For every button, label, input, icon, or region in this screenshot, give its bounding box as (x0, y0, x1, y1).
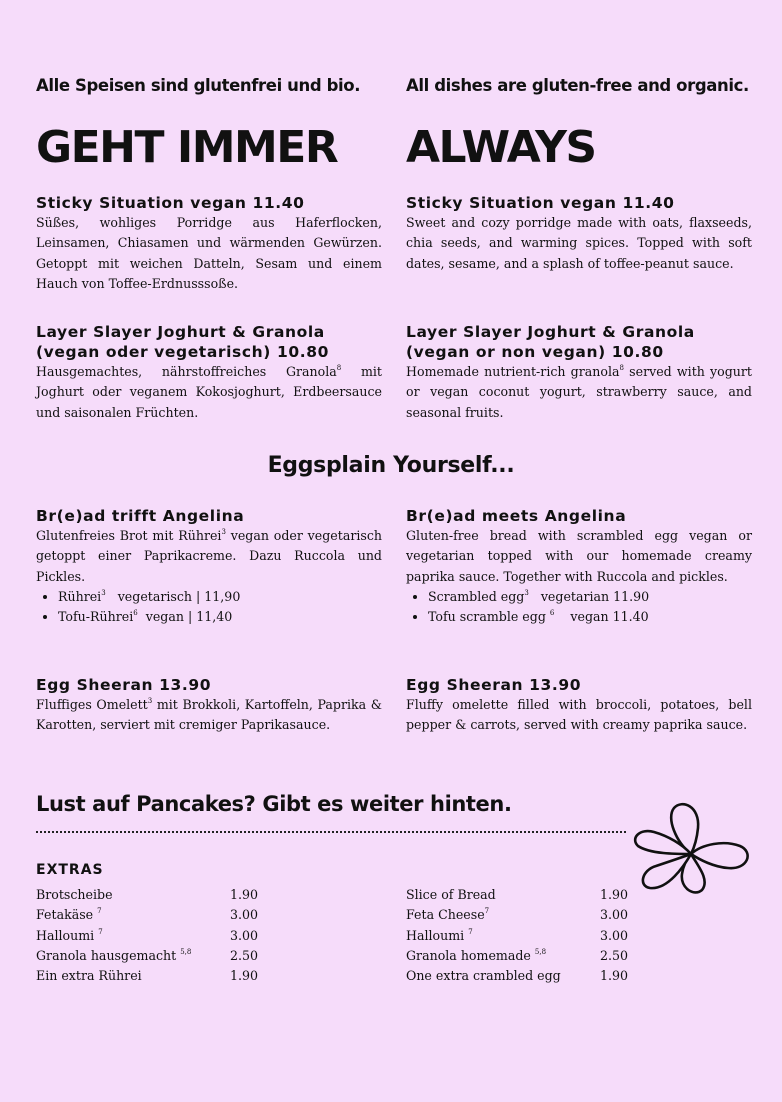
extras-item-price: 3.00 (600, 927, 629, 943)
dish-sticky-en (406, 193, 752, 274)
dish-title-line1: Layer Slayer Joghurt & Granola (36, 323, 325, 341)
extras-item-name: Fetakäse $^7$ (36, 907, 102, 923)
list-item: • Tofu scramble egg $^6$ vegan 11.40 (428, 607, 752, 627)
extras-item-name: Granola hausgemacht $^{5,8}$ (36, 947, 192, 963)
dish-description: Hausgemachtes, nährstoffreiches Granola$^8$ mit Joghurt oder veganem Kokosjoghurt, Erdbeersauce und saisonalen Früchten. (36, 364, 382, 420)
extras-item-price: 2.50 (230, 947, 259, 963)
list-item: • Scrambled egg$^3$ vegetarian 11.90 (428, 587, 752, 607)
extras-row (406, 926, 628, 946)
extras-row (406, 885, 628, 905)
extras-row (36, 946, 258, 966)
dotted-divider (36, 831, 626, 833)
dish-egg-sheeran-de (36, 675, 382, 736)
extras-row (36, 926, 258, 946)
extras-row (36, 885, 258, 905)
dish-sticky-de (36, 193, 382, 294)
extras-item-name: Granola homemade $^{5,8}$ (406, 947, 547, 963)
headline-de: GEHT IMMER (36, 122, 338, 173)
extras-row (36, 905, 258, 925)
dish-description: Homemade nutrient-rich granola$^8$ served with yogurt or vegan coconut yogurt, strawberry sauce, and seasonal fruits. (406, 364, 752, 420)
dish-description: Fluffy omelette filled with broccoli, potatoes, bell pepper & carrots, served with creamy paprika sauce. (406, 697, 752, 733)
dish-title-line2: (vegan or non vegan) 10.80 (406, 343, 664, 361)
option-list (406, 587, 752, 628)
dish-title: Sticky Situation vegan 11.40 (406, 194, 675, 212)
dish-layer-en (406, 322, 752, 423)
dish-description: Süßes, wohliges Porridge aus Haferflocken, Leinsamen, Chiasamen und wärmenden Gewürzen. Getoppt mit weichen Datteln, Sesam und einem Hauch von Toffee-Erdnusssoße. (36, 215, 382, 291)
dish-title: Egg Sheeran 13.90 (36, 676, 212, 694)
dish-egg-sheeran-en (406, 675, 752, 736)
extras-item-name: Feta Cheese$^7$ (406, 907, 490, 923)
list-item: • Tofu-Rührei$^6$ vegan | 11,40 (58, 607, 382, 627)
extras-item-price: 1.90 (600, 887, 629, 902)
extras-item-price: 3.00 (230, 907, 259, 923)
dish-title: Br(e)ad trifft Angelina (36, 507, 245, 525)
extras-item-name: Halloumi $^7$ (406, 927, 473, 943)
dish-title: Sticky Situation vegan 11.40 (36, 194, 305, 212)
extras-item-price: 3.00 (600, 907, 629, 923)
extras-item-price: 3.00 (230, 927, 259, 943)
extras-item-name: Ein extra Rührei (36, 968, 142, 984)
extras-item-name: Brotscheibe (36, 887, 113, 902)
dish-title-line2: (vegan oder vegetarisch) 10.80 (36, 343, 329, 361)
extras-item-name: Slice of Bread (406, 887, 496, 902)
option-list (36, 587, 382, 628)
intro-de: Alle Speisen sind glutenfrei und bio. (36, 76, 361, 95)
dish-description: Gluten-free bread with scrambled egg vegan or vegetarian topped with our homemade creamy paprika sauce. Together with Ruccola and pickles. (406, 528, 752, 584)
extras-table-en (406, 885, 628, 986)
dish-description: Glutenfreies Brot mit Rührei$^3$ vegan oder vegetarisch getoppt einer Paprikacreme. Dazu Ruccola und Pickles. (36, 528, 382, 584)
dish-title-line1: Layer Slayer Joghurt & Granola (406, 323, 695, 341)
extras-row (406, 905, 628, 925)
dish-title: Br(e)ad meets Angelina (406, 507, 627, 525)
list-item: • Rührei$^3$ vegetarisch | 11,90 (58, 587, 382, 607)
extras-item-price: 1.90 (600, 968, 629, 984)
headline-en: ALWAYS (406, 122, 596, 173)
extras-row (406, 966, 628, 986)
section-title-eggs: Eggsplain Yourself... (267, 453, 515, 478)
extras-item-price: 1.90 (230, 887, 259, 902)
extras-heading: EXTRAS (36, 862, 104, 878)
dish-bread-en (406, 506, 752, 627)
extras-item-price: 2.50 (600, 947, 629, 963)
dish-bread-de (36, 506, 382, 627)
dish-description: Fluffiges Omelett$^3$ mit Brokkoli, Kartoffeln, Paprika & Karotten, serviert mit cremiger Paprikasauce. (36, 697, 382, 733)
extras-row (406, 946, 628, 966)
extras-item-name: Halloumi $^7$ (36, 927, 103, 943)
extras-row (36, 966, 258, 986)
dish-layer-de (36, 322, 382, 423)
intro-en: All dishes are gluten-free and organic. (406, 76, 749, 95)
extras-item-name: One extra crambled egg (406, 968, 561, 984)
extras-item-price: 1.90 (230, 968, 259, 984)
extras-table-de (36, 885, 258, 986)
dish-title: Egg Sheeran 13.90 (406, 676, 582, 694)
dish-description: Sweet and cozy porridge made with oats, flaxseeds, chia seeds, and warming spices. Topped with soft dates, sesame, and a splash of toffee-peanut sauce. (406, 215, 752, 271)
flower-outline-icon (628, 798, 754, 896)
pancake-note: Lust auf Pancakes? Gibt es weiter hinten. (36, 792, 512, 816)
